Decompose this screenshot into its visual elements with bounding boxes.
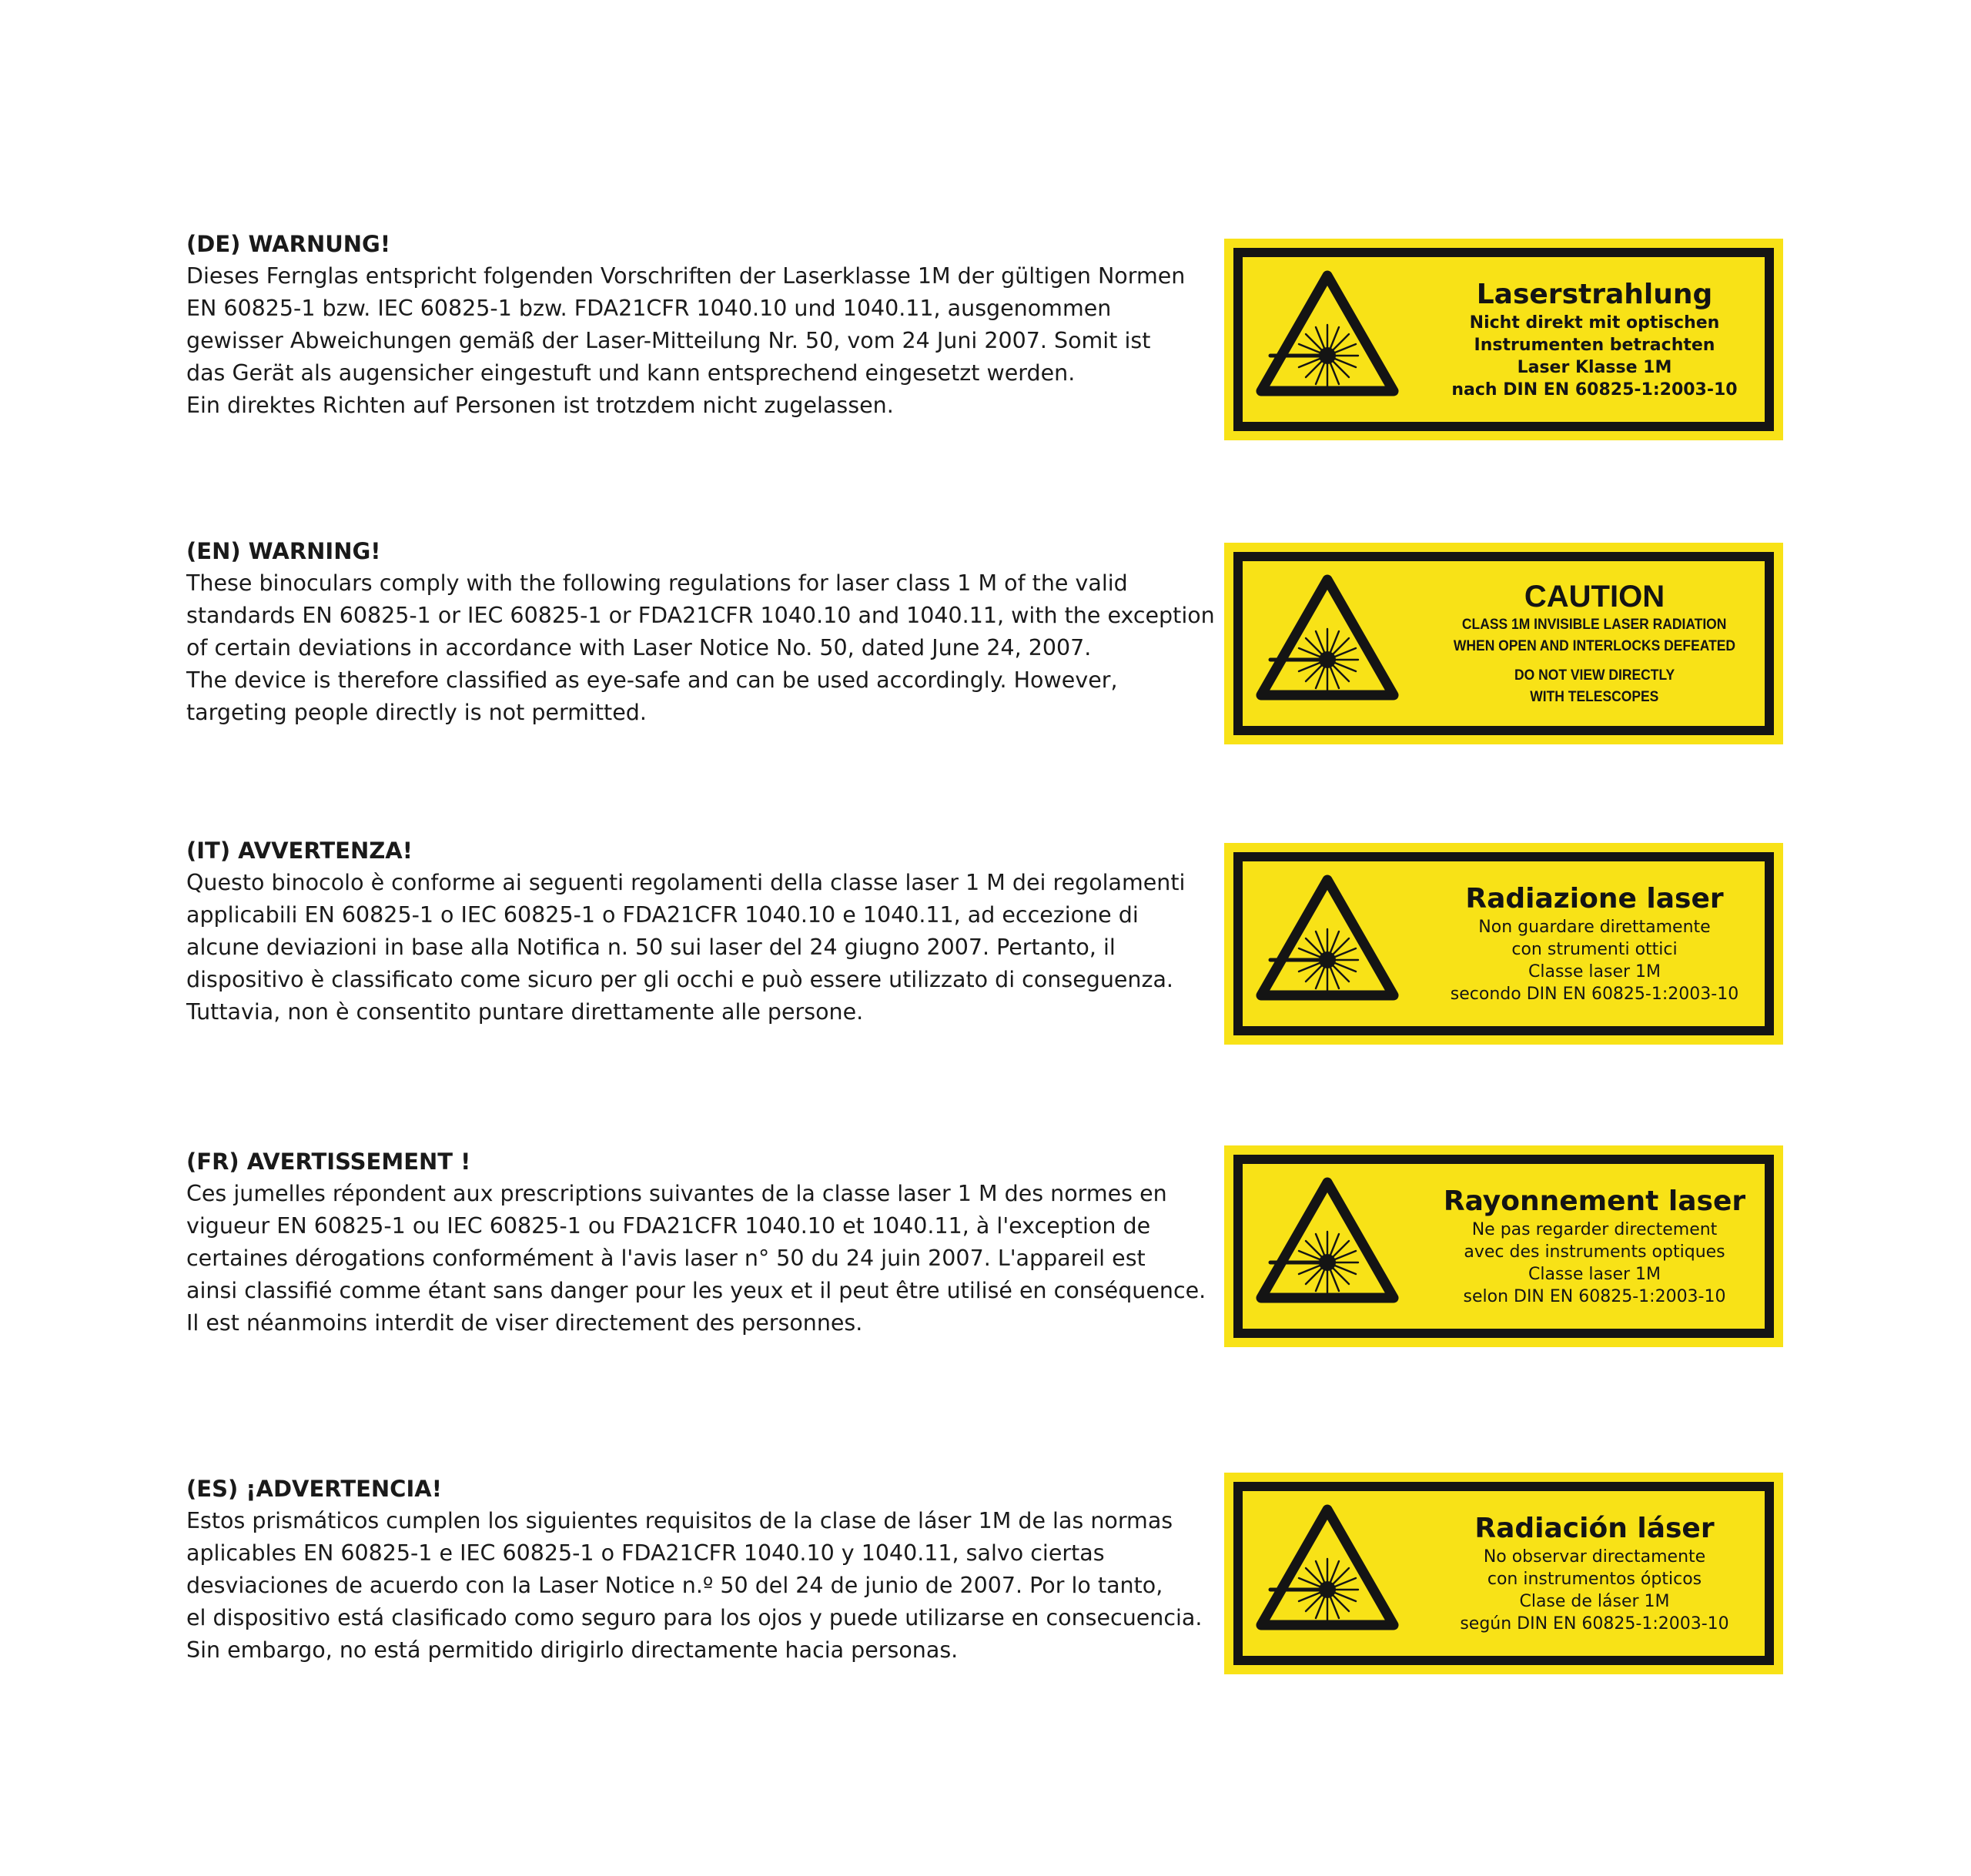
label-line: según DIN EN 60825-1:2003-10: [1460, 1614, 1729, 1634]
label-text-de: [1418, 256, 1771, 423]
label-line: Ne pas regarder directement: [1471, 1220, 1718, 1239]
label-title: CAUTION: [1524, 580, 1665, 614]
text-block-fr: [186, 1145, 1218, 1339]
label-title: Laserstrahlung: [1476, 279, 1713, 310]
laser-hazard-icon: [1253, 1500, 1401, 1636]
body-line: Ces jumelles répondent aux prescriptions suivantes de la classe laser 1 M des normes en: [186, 1181, 1167, 1206]
label-line: Laser Klasse 1M: [1517, 358, 1672, 377]
body-line: das Gerät als augensicher eingestuft und kann entsprechend eingesetzt werden.: [186, 360, 1076, 386]
laser-hazard-icon: [1253, 570, 1401, 706]
laser-warning-label-fr: [1224, 1145, 1783, 1347]
label-line: Instrumenten betrachten: [1474, 336, 1715, 355]
body-line: dispositivo è classificato come sicuro per gli occhi e può essere utilizzato di conseguenza.: [186, 967, 1173, 992]
laser-warning-label-en: [1224, 543, 1783, 744]
body-line: EN 60825-1 bzw. IEC 60825-1 bzw. FDA21CFR 1040.10 und 1040.11, ausgenommen: [186, 296, 1112, 321]
body-line: Ein direktes Richten auf Personen ist trotzdem nicht zugelassen.: [186, 393, 894, 418]
label-text-it: [1418, 860, 1771, 1028]
laser-warning-label-it: [1224, 843, 1783, 1045]
body-line: aplicables EN 60825-1 e IEC 60825-1 o FDA21CFR 1040.10 y 1040.11, salvo ciertas: [186, 1540, 1105, 1566]
label-line: Classe laser 1M: [1528, 1265, 1661, 1284]
label-line: Clase de láser 1M: [1519, 1592, 1670, 1611]
label-line: nach DIN EN 60825-1:2003-10: [1451, 380, 1738, 400]
label-line: selon DIN EN 60825-1:2003-10: [1463, 1287, 1726, 1306]
body-line: desviaciones de acuerdo con la Laser Notice n.º 50 del 24 de junio de 2007. Por lo tanto,: [186, 1573, 1163, 1598]
label-text-es: [1418, 1490, 1771, 1657]
laser-hazard-icon: [1253, 266, 1401, 402]
body-line: Il est néanmoins interdit de viser directement des personnes.: [186, 1310, 863, 1336]
label-line: DO NOT VIEW DIRECTLY: [1514, 667, 1675, 684]
laser-warning-label-de: [1224, 239, 1783, 440]
label-line: WITH TELESCOPES: [1530, 689, 1659, 705]
body-line: targeting people directly is not permitted.: [186, 700, 647, 725]
body-line: vigueur EN 60825-1 ou IEC 60825-1 ou FDA21CFR 1040.10 et 1040.11, à l'exception de: [186, 1213, 1151, 1239]
label-text-fr: [1418, 1162, 1771, 1330]
laser-hazard-icon: [1253, 871, 1401, 1006]
body-line: Dieses Fernglas entspricht folgenden Vorschriften der Laserklasse 1M der gültigen Normen: [186, 263, 1186, 289]
body-line: ainsi classifié comme étant sans danger pour les yeux et il peut être utilisé en conséquence.: [186, 1278, 1206, 1303]
label-title: Rayonnement laser: [1443, 1185, 1746, 1217]
heading-de: (DE) WARNUNG!: [186, 231, 391, 257]
body-line: Estos prismáticos cumplen los siguientes requisitos de la clase de láser 1M de las normas: [186, 1508, 1173, 1533]
label-line: con instrumentos ópticos: [1487, 1570, 1702, 1589]
label-title: Radiación láser: [1474, 1513, 1715, 1544]
label-line: secondo DIN EN 60825-1:2003-10: [1450, 985, 1739, 1004]
heading-es: (ES) ¡ADVERTENCIA!: [186, 1476, 442, 1502]
body-line: gewisser Abweichungen gemäß der Laser-Mitteilung Nr. 50, vom 24 Juni 2007. Somit ist: [186, 328, 1151, 353]
body-line: el dispositivo está clasificado como seguro para los ojos y puede utilizarse en consecuencia.: [186, 1605, 1203, 1630]
body-line: The device is therefore classified as eye-safe and can be used accordingly. However,: [186, 667, 1118, 693]
laser-warning-label-es: [1224, 1473, 1783, 1674]
label-line: CLASS 1M INVISIBLE LASER RADIATION: [1462, 617, 1727, 633]
label-line: con strumenti ottici: [1511, 940, 1678, 959]
laser-hazard-icon: [1253, 1173, 1401, 1309]
label-text-en: [1418, 560, 1771, 727]
label-line: No observar directamente: [1483, 1547, 1706, 1567]
body-line: Sin embargo, no está permitido dirigirlo directamente hacia personas.: [186, 1637, 959, 1663]
heading-fr: (FR) AVERTISSEMENT !: [186, 1149, 471, 1175]
text-block-it: [186, 834, 1218, 1028]
label-title: Radiazione laser: [1465, 883, 1724, 915]
heading-en: (EN) WARNING!: [186, 538, 381, 564]
label-line: avec des instruments optiques: [1464, 1242, 1725, 1262]
text-block-en: [186, 535, 1218, 729]
body-line: Questo binocolo è conforme ai seguenti regolamenti della classe laser 1 M dei regolamenti: [186, 870, 1186, 895]
body-line: Tuttavia, non è consentito puntare direttamente alle persone.: [186, 999, 864, 1025]
label-line: Non guardare direttamente: [1478, 918, 1711, 937]
body-line: These binoculars comply with the following regulations for laser class 1 M of the valid: [186, 570, 1128, 596]
label-line: Classe laser 1M: [1528, 962, 1661, 981]
body-line: alcune deviazioni in base alla Notifica n. 50 sui laser del 24 giugno 2007. Pertanto, il: [186, 935, 1116, 960]
body-line: of certain deviations in accordance with Laser Notice No. 50, dated June 24, 2007.: [186, 635, 1092, 660]
body-line: certaines dérogations conformément à l'avis laser n° 50 du 24 juin 2007. L'appareil est: [186, 1246, 1146, 1271]
body-line: standards EN 60825-1 or IEC 60825-1 or FDA21CFR 1040.10 and 1040.11, with the exception: [186, 603, 1215, 628]
text-block-de: [186, 228, 1218, 422]
text-block-es: [186, 1473, 1218, 1667]
heading-it: (IT) AVVERTENZA!: [186, 838, 413, 864]
label-line: WHEN OPEN AND INTERLOCKS DEFEATED: [1453, 638, 1736, 654]
label-line: Nicht direkt mit optischen: [1469, 313, 1720, 333]
body-line: applicabili EN 60825-1 o IEC 60825-1 o FDA21CFR 1040.10 e 1040.11, ad eccezione di: [186, 902, 1139, 928]
